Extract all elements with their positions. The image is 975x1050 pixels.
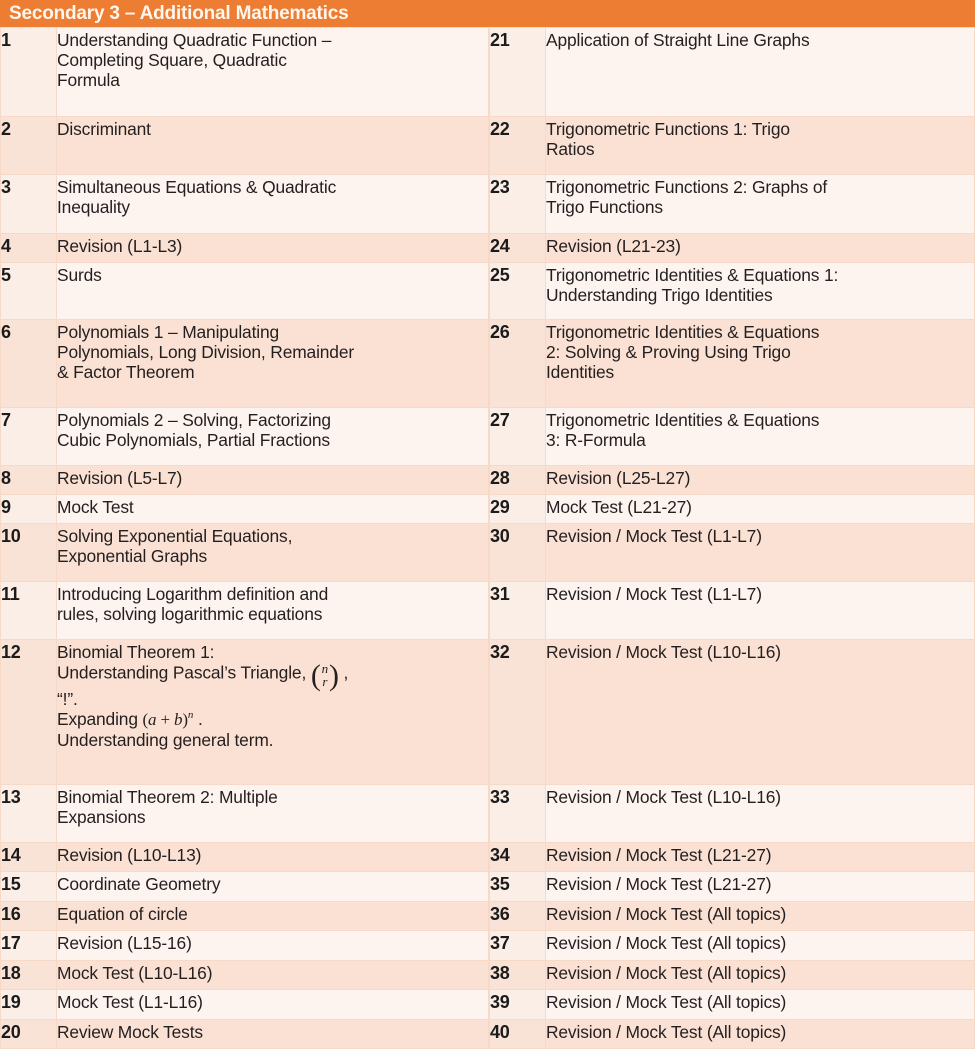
topic-line: Expansions — [57, 807, 146, 828]
right-lesson-number: 38 — [490, 961, 546, 990]
right-lesson-number: 29 — [490, 495, 546, 524]
right-lesson-topic — [546, 408, 975, 466]
left-lesson-topic — [57, 175, 489, 234]
left-lesson-number: 4 — [1, 234, 57, 263]
right-pane — [489, 0, 975, 1050]
left-lesson-number: 19 — [1, 990, 57, 1020]
topic-line: Revision / Mock Test (All topics) — [546, 1022, 787, 1042]
left-lesson-topic — [57, 872, 489, 902]
topic-line: Solving Exponential Equations, — [57, 526, 293, 546]
right-lesson-number: 21 — [490, 28, 546, 117]
left-lesson-topic — [57, 961, 489, 990]
left-lesson-number: 6 — [1, 320, 57, 408]
right-lesson-topic — [546, 1020, 975, 1049]
right-lesson-number: 34 — [490, 843, 546, 872]
right-lesson-number: 37 — [490, 931, 546, 961]
topic-line: Surds — [57, 265, 102, 285]
left-lesson-topic — [57, 263, 489, 320]
left-lesson-number: 13 — [1, 785, 57, 843]
right-lesson-topic — [546, 785, 975, 843]
topic-line: Polynomials 2 – Solving, Factorizing — [57, 410, 331, 430]
table-row — [1, 640, 489, 785]
left-lesson-topic — [57, 524, 489, 582]
right-lesson-topic — [546, 117, 975, 175]
topic-line: 3: R-Formula — [546, 430, 646, 451]
right-lesson-number: 25 — [490, 263, 546, 320]
topic-line: Inequality — [57, 197, 130, 218]
topic-line: Mock Test (L10-L16) — [57, 963, 213, 983]
table-row — [490, 408, 975, 466]
right-lesson-number: 24 — [490, 234, 546, 263]
table-row — [490, 320, 975, 408]
table-row — [490, 785, 975, 843]
topic-line: Trigonometric Functions 1: Trigo — [546, 119, 790, 139]
table-row — [490, 640, 975, 785]
table-row — [490, 902, 975, 931]
left-lesson-topic — [57, 640, 489, 785]
table-row — [1, 466, 489, 495]
table-row — [1, 931, 489, 961]
table-row — [490, 117, 975, 175]
page-title: Secondary 3 – Additional Mathematics — [9, 3, 349, 24]
table-row — [490, 175, 975, 234]
topic-line: Exponential Graphs — [57, 546, 208, 567]
topic-line: Binomial Theorem 2: Multiple — [57, 787, 278, 807]
left-lesson-number: 8 — [1, 466, 57, 495]
table-row — [1, 524, 489, 582]
right-lesson-topic — [546, 320, 975, 408]
table-row — [490, 582, 975, 640]
topic-line: Understanding Quadratic Function – — [57, 30, 332, 50]
topic-line: Introducing Logarithm definition and — [57, 584, 329, 604]
topic-line: Formula — [57, 70, 120, 91]
topic-line: Revision / Mock Test (L1-L7) — [546, 526, 762, 546]
right-lesson-topic — [546, 234, 975, 263]
table-row — [1, 408, 489, 466]
right-lesson-topic — [546, 466, 975, 495]
topic-line: Polynomials 1 – Manipulating — [57, 322, 280, 342]
topic-line: Revision / Mock Test (L21-27) — [546, 845, 772, 865]
topic-line: Mock Test — [57, 497, 134, 517]
right-lesson-topic — [546, 961, 975, 990]
topic-line: Revision (L25-L27) — [546, 468, 691, 488]
right-lesson-number: 32 — [490, 640, 546, 785]
left-lesson-topic — [57, 902, 489, 931]
topic-line: Trigonometric Identities & Equations — [546, 410, 820, 430]
left-lesson-number: 12 — [1, 640, 57, 785]
topic-line: Understanding Trigo Identities — [546, 285, 773, 306]
topic-line: Revision (L15-16) — [57, 933, 192, 953]
left-lesson-topic — [57, 320, 489, 408]
table-row — [490, 234, 975, 263]
left-lesson-number: 7 — [1, 408, 57, 466]
topic-line: Trigo Functions — [546, 197, 663, 218]
right-lesson-topic — [546, 872, 975, 902]
right-lesson-number: 26 — [490, 320, 546, 408]
topic-line: “!”. — [57, 688, 78, 709]
left-lesson-number: 10 — [1, 524, 57, 582]
left-lesson-topic — [57, 495, 489, 524]
table-row — [490, 28, 975, 117]
right-header-bar — [489, 0, 975, 27]
table-row — [490, 466, 975, 495]
right-lesson-number: 23 — [490, 175, 546, 234]
left-lesson-topic — [57, 582, 489, 640]
left-lesson-topic — [57, 1020, 489, 1049]
right-lesson-topic — [546, 902, 975, 931]
table-row — [490, 495, 975, 524]
right-lesson-topic — [546, 524, 975, 582]
topic-line: Trigonometric Identities & Equations 1: — [546, 265, 839, 285]
table-row — [1, 320, 489, 408]
topic-line: Coordinate Geometry — [57, 874, 221, 894]
right-lesson-number: 36 — [490, 902, 546, 931]
topic-line: Revision / Mock Test (All topics) — [546, 992, 787, 1012]
topic-line: Revision / Mock Test (L1-L7) — [546, 584, 762, 604]
topic-line: Trigonometric Identities & Equations — [546, 322, 820, 342]
table-row — [490, 990, 975, 1020]
left-lesson-topic — [57, 990, 489, 1020]
left-lesson-number: 2 — [1, 117, 57, 175]
left-lesson-topic — [57, 931, 489, 961]
left-lesson-number: 14 — [1, 843, 57, 872]
topic-line: rules, solving logarithmic equations — [57, 604, 323, 625]
left-lesson-number: 15 — [1, 872, 57, 902]
topic-line: Expanding $(a + b)^n$ . — [57, 708, 203, 729]
right-lesson-number: 33 — [490, 785, 546, 843]
table-row — [1, 902, 489, 931]
topic-line: Review Mock Tests — [57, 1022, 203, 1042]
table-row — [1, 495, 489, 524]
right-lesson-number: 35 — [490, 872, 546, 902]
topic-line: & Factor Theorem — [57, 362, 195, 383]
topic-line: Simultaneous Equations & Quadratic — [57, 177, 337, 197]
right-lesson-number: 28 — [490, 466, 546, 495]
topic-line: 2: Solving & Proving Using Trigo — [546, 342, 791, 363]
right-lesson-topic — [546, 990, 975, 1020]
table-row — [1, 785, 489, 843]
topic-line: Understanding general term. — [57, 729, 274, 750]
right-lesson-number: 40 — [490, 1020, 546, 1049]
right-lesson-topic — [546, 582, 975, 640]
left-lesson-topic — [57, 28, 489, 117]
left-lesson-number: 18 — [1, 961, 57, 990]
right-lesson-topic — [546, 495, 975, 524]
table-row — [490, 263, 975, 320]
table-row — [1, 117, 489, 175]
right-lesson-topic — [546, 931, 975, 961]
topic-line: Understanding Pascal’s Triangle, ( n r ) , — [57, 658, 349, 692]
topic-line: Equation of circle — [57, 904, 188, 924]
topic-line: Trigonometric Functions 2: Graphs of — [546, 177, 828, 197]
table-row — [1, 1020, 489, 1049]
left-lesson-number: 11 — [1, 582, 57, 640]
topic-line: Cubic Polynomials, Partial Fractions — [57, 430, 330, 451]
topic-line: Revision (L10-L13) — [57, 845, 202, 865]
left-lesson-topic — [57, 234, 489, 263]
right-lesson-topic — [546, 263, 975, 320]
topic-line: Revision (L1-L3) — [57, 236, 183, 256]
left-lesson-number: 20 — [1, 1020, 57, 1049]
table-row — [490, 1020, 975, 1049]
left-lesson-table — [0, 27, 489, 1049]
table-row — [490, 931, 975, 961]
topic-line: Application of Straight Line Graphs — [546, 30, 810, 50]
left-lesson-number: 5 — [1, 263, 57, 320]
table-row — [1, 234, 489, 263]
left-lesson-number: 17 — [1, 931, 57, 961]
left-lesson-topic — [57, 408, 489, 466]
table-row — [1, 28, 489, 117]
right-lesson-topic — [546, 28, 975, 117]
topic-line: Revision / Mock Test (All topics) — [546, 933, 787, 953]
right-lesson-number: 39 — [490, 990, 546, 1020]
left-lesson-topic — [57, 466, 489, 495]
left-header-bar — [0, 0, 489, 27]
table-row — [490, 843, 975, 872]
table-row — [1, 872, 489, 902]
right-lesson-topic — [546, 640, 975, 785]
table-row — [1, 582, 489, 640]
topic-line: Revision (L21-23) — [546, 236, 681, 256]
table-row — [490, 961, 975, 990]
left-lesson-topic — [57, 117, 489, 175]
left-lesson-topic — [57, 785, 489, 843]
table-row — [1, 175, 489, 234]
table-row — [1, 990, 489, 1020]
topic-line: Discriminant — [57, 119, 151, 139]
left-lesson-topic — [57, 843, 489, 872]
table-row — [1, 263, 489, 320]
right-lesson-number: 22 — [490, 117, 546, 175]
topic-line: Revision / Mock Test (L10-L16) — [546, 787, 781, 807]
left-lesson-number: 1 — [1, 28, 57, 117]
table-row — [490, 524, 975, 582]
topic-line: Completing Square, Quadratic — [57, 50, 287, 71]
left-lesson-number: 16 — [1, 902, 57, 931]
right-lesson-table — [489, 27, 975, 1049]
table-row — [490, 872, 975, 902]
table-row — [1, 843, 489, 872]
right-lesson-number: 30 — [490, 524, 546, 582]
topic-line: Revision / Mock Test (L21-27) — [546, 874, 772, 894]
topic-line: Revision (L5-L7) — [57, 468, 183, 488]
topic-line: Binomial Theorem 1: — [57, 642, 215, 662]
topic-line: Mock Test (L21-27) — [546, 497, 692, 517]
topic-line: Ratios — [546, 139, 595, 160]
table-row — [1, 961, 489, 990]
right-lesson-number: 27 — [490, 408, 546, 466]
right-lesson-topic — [546, 843, 975, 872]
topic-line: Identities — [546, 362, 615, 383]
right-lesson-number: 31 — [490, 582, 546, 640]
left-lesson-number: 3 — [1, 175, 57, 234]
topic-line: Mock Test (L1-L16) — [57, 992, 203, 1012]
topic-line: Polynomials, Long Division, Remainder — [57, 342, 354, 363]
topic-line: Revision / Mock Test (All topics) — [546, 904, 787, 924]
topic-line: Revision / Mock Test (L10-L16) — [546, 642, 781, 662]
left-lesson-number: 9 — [1, 495, 57, 524]
topic-line: Revision / Mock Test (All topics) — [546, 963, 787, 983]
right-lesson-topic — [546, 175, 975, 234]
